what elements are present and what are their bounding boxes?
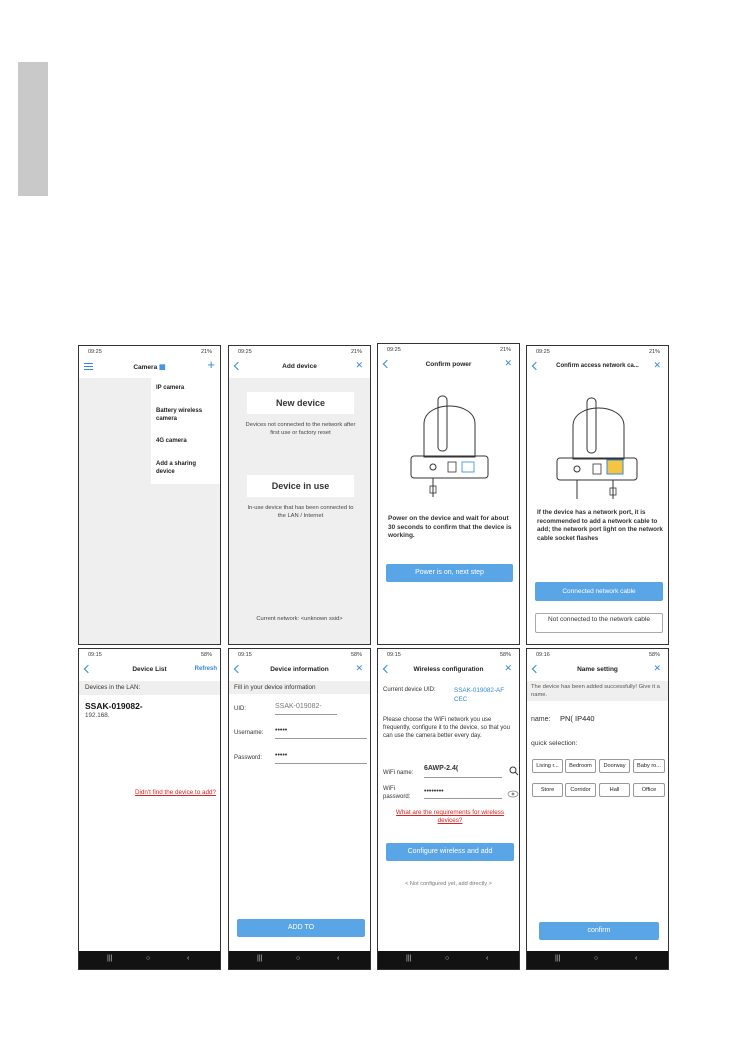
page-title (79, 363, 220, 371)
search-icon[interactable] (509, 766, 519, 776)
status-battery: 21% (200, 349, 212, 355)
status-time: 09:25 (238, 349, 252, 355)
success-notice-text: The device has been added successfully! Give it a name. (531, 684, 660, 698)
close-icon[interactable]: ✕ (504, 663, 512, 673)
current-uid-value: SSAK-019082-AF CEC (454, 687, 505, 703)
status-time: 09:15 (387, 652, 401, 658)
configure-wireless-button[interactable]: Configure wireless and add (386, 843, 514, 861)
wifi-instruction: Please choose the WiFi network you use frequently, configure it to the device, so that you can use the camera better every day. (383, 717, 510, 739)
status-bar (527, 649, 668, 661)
current-uid-label: Current device UID: (383, 687, 436, 693)
recent-apps-icon[interactable]: ||| (107, 955, 113, 962)
connected-cable-button[interactable]: Connected network cable (535, 582, 663, 601)
page-title: Device information (270, 666, 329, 673)
close-icon[interactable]: ✕ (355, 360, 363, 370)
header (527, 358, 668, 378)
not-connected-cable-button[interactable]: Not connected to the network cable (535, 613, 663, 633)
password-field[interactable]: ••••• (275, 752, 367, 764)
eye-icon[interactable] (507, 790, 519, 798)
device-ip: 192.168. (85, 712, 110, 719)
status-battery: 21% (499, 347, 511, 353)
quick-chip[interactable]: Bedroom (565, 759, 596, 773)
new-device-card[interactable] (247, 392, 354, 414)
device-in-use-title: Device in use (271, 481, 330, 491)
header (378, 661, 519, 681)
password-label: Password: (234, 755, 263, 761)
title-text: Camera (133, 364, 158, 371)
header (229, 661, 370, 681)
status-time: 09:15 (88, 652, 102, 658)
page-title: Wireless configuration (413, 666, 484, 673)
status-bar (79, 649, 220, 661)
recent-apps-icon[interactable]: ||| (406, 955, 412, 962)
status-bar (229, 346, 370, 358)
android-nav-bar (79, 951, 220, 969)
dropdown-menu (151, 378, 221, 484)
close-icon[interactable]: ✕ (504, 358, 512, 368)
device-name: SSAK-019082- (85, 701, 143, 711)
device-in-use-desc: In-use device that has been connected to the LAN / Internet (247, 505, 354, 519)
close-icon[interactable]: ✕ (355, 663, 363, 673)
menu-item-4g-camera[interactable]: 4G camera (156, 438, 187, 444)
status-bar (527, 346, 668, 358)
camera-cable-illustration (527, 384, 669, 504)
status-bar (79, 346, 220, 358)
current-network: Current network: <unknown ssid> (256, 616, 343, 622)
skip-configuration-link[interactable]: < Not configured yet, add directly > (405, 881, 492, 887)
phone-screen-camera-menu (78, 345, 221, 645)
android-nav-bar (378, 951, 519, 969)
device-not-found-link[interactable]: Didn't find the device to add? (134, 789, 216, 796)
name-label: name: (531, 716, 551, 723)
phone-screen-device-information (228, 648, 371, 970)
quick-chip[interactable]: Corridor (565, 783, 596, 797)
status-bar (378, 649, 519, 661)
home-icon[interactable]: ○ (594, 955, 599, 962)
home-icon[interactable]: ○ (445, 955, 450, 962)
lan-section-header: Devices in the LAN: (79, 681, 220, 695)
username-label: Username: (234, 730, 264, 736)
status-time: 09:16 (536, 652, 550, 658)
header (378, 356, 519, 376)
close-icon[interactable]: ✕ (653, 360, 661, 370)
phone-screen-device-list (78, 648, 221, 970)
page-side-tab (18, 62, 48, 196)
plus-icon[interactable]: + (207, 357, 215, 372)
page-title: Add device (282, 363, 317, 370)
status-time: 09:15 (238, 652, 252, 658)
status-battery: 21% (648, 349, 660, 355)
status-bar (229, 649, 370, 661)
status-battery: 58% (648, 652, 660, 658)
device-list-item[interactable] (85, 701, 215, 719)
quick-chip[interactable]: Office (633, 783, 665, 797)
back-nav-icon[interactable]: ‹ (486, 955, 489, 962)
uid-label: UID: (234, 706, 246, 712)
camera-illustration (378, 382, 520, 502)
wifi-password-field[interactable]: •••••••• (424, 788, 502, 799)
form-section-header: Fill in your device information (229, 681, 370, 694)
success-notice (527, 681, 668, 701)
phone-screen-confirm-power (377, 343, 520, 645)
wifi-name-label: WiFi name: (383, 770, 414, 776)
cable-instruction: If the device has a network port, it is recommended to add a network cable to add; the network port light on the network cable socket flashes (537, 509, 663, 542)
new-device-title: New device (275, 398, 326, 408)
phone-screen-name-setting (526, 648, 669, 970)
confirm-button[interactable]: confirm (539, 922, 659, 940)
status-time: 09:25 (387, 347, 401, 353)
status-battery: 58% (200, 652, 212, 658)
back-nav-icon[interactable]: ‹ (337, 955, 340, 962)
header (79, 661, 220, 681)
status-battery: 58% (499, 652, 511, 658)
wifi-password-label: WiFi password: (383, 786, 411, 800)
quick-chip[interactable]: Doorway (599, 759, 630, 773)
quick-chip[interactable]: Hall (599, 783, 630, 797)
power-next-button[interactable]: Power is on, next step (386, 564, 513, 582)
uid-field[interactable]: SSAK-019082- (275, 703, 337, 715)
page-title: Name setting (577, 666, 618, 673)
wifi-name-field[interactable]: 6AWP-2.4( (424, 765, 502, 778)
recent-apps-icon[interactable]: ||| (257, 955, 263, 962)
grid-view-icon[interactable]: ▦ (159, 364, 166, 371)
phone-screen-wireless-configuration (377, 648, 520, 970)
quick-chip[interactable]: Baby ro... (633, 759, 665, 773)
android-nav-bar (527, 951, 668, 969)
new-device-desc: Devices not connected to the network after first use or factory reset (245, 422, 356, 436)
page-title: Confirm access network ca... (556, 363, 639, 369)
android-nav-bar (229, 951, 370, 969)
device-in-use-card[interactable] (247, 475, 354, 497)
home-icon[interactable]: ○ (296, 955, 301, 962)
status-battery: 58% (350, 652, 362, 658)
refresh-button[interactable]: Refresh (194, 666, 217, 672)
status-battery: 21% (350, 349, 362, 355)
status-time: 09:25 (88, 349, 102, 355)
quick-selection-label: quick selection: (531, 740, 578, 747)
menu-item-sharing-device[interactable]: Add a sharing device (156, 461, 197, 475)
phone-screen-add-device (228, 345, 371, 645)
back-nav-icon[interactable]: ‹ (635, 955, 638, 962)
menu-item-battery-camera[interactable]: Battery wireless camera (156, 408, 203, 422)
header (527, 661, 668, 681)
name-field[interactable]: PN( IP440 (560, 714, 595, 723)
quick-chip[interactable]: Living r... (532, 759, 563, 773)
back-nav-icon[interactable]: ‹ (187, 955, 190, 962)
phone-screen-network-cable (526, 345, 669, 645)
recent-apps-icon[interactable]: ||| (555, 955, 561, 962)
quick-chip[interactable]: Store (532, 783, 563, 797)
add-to-button[interactable]: ADD TO (237, 919, 365, 937)
home-icon[interactable]: ○ (146, 955, 151, 962)
close-icon[interactable]: ✕ (653, 663, 661, 673)
page-title: Device List (132, 666, 167, 673)
header (79, 358, 220, 378)
username-field[interactable]: ••••• (275, 727, 367, 739)
page-title: Confirm power (425, 361, 472, 368)
power-instruction: Power on the device and wait for about 30 seconds to confirm that the device is working. (388, 515, 512, 539)
back-icon[interactable] (532, 362, 540, 370)
menu-item-ip-camera[interactable]: IP camera (156, 385, 185, 391)
header (229, 358, 370, 378)
status-time: 09:25 (536, 349, 550, 355)
wireless-requirements-link[interactable]: What are the requirements for wireless devices? (395, 809, 505, 824)
status-bar (378, 344, 519, 356)
